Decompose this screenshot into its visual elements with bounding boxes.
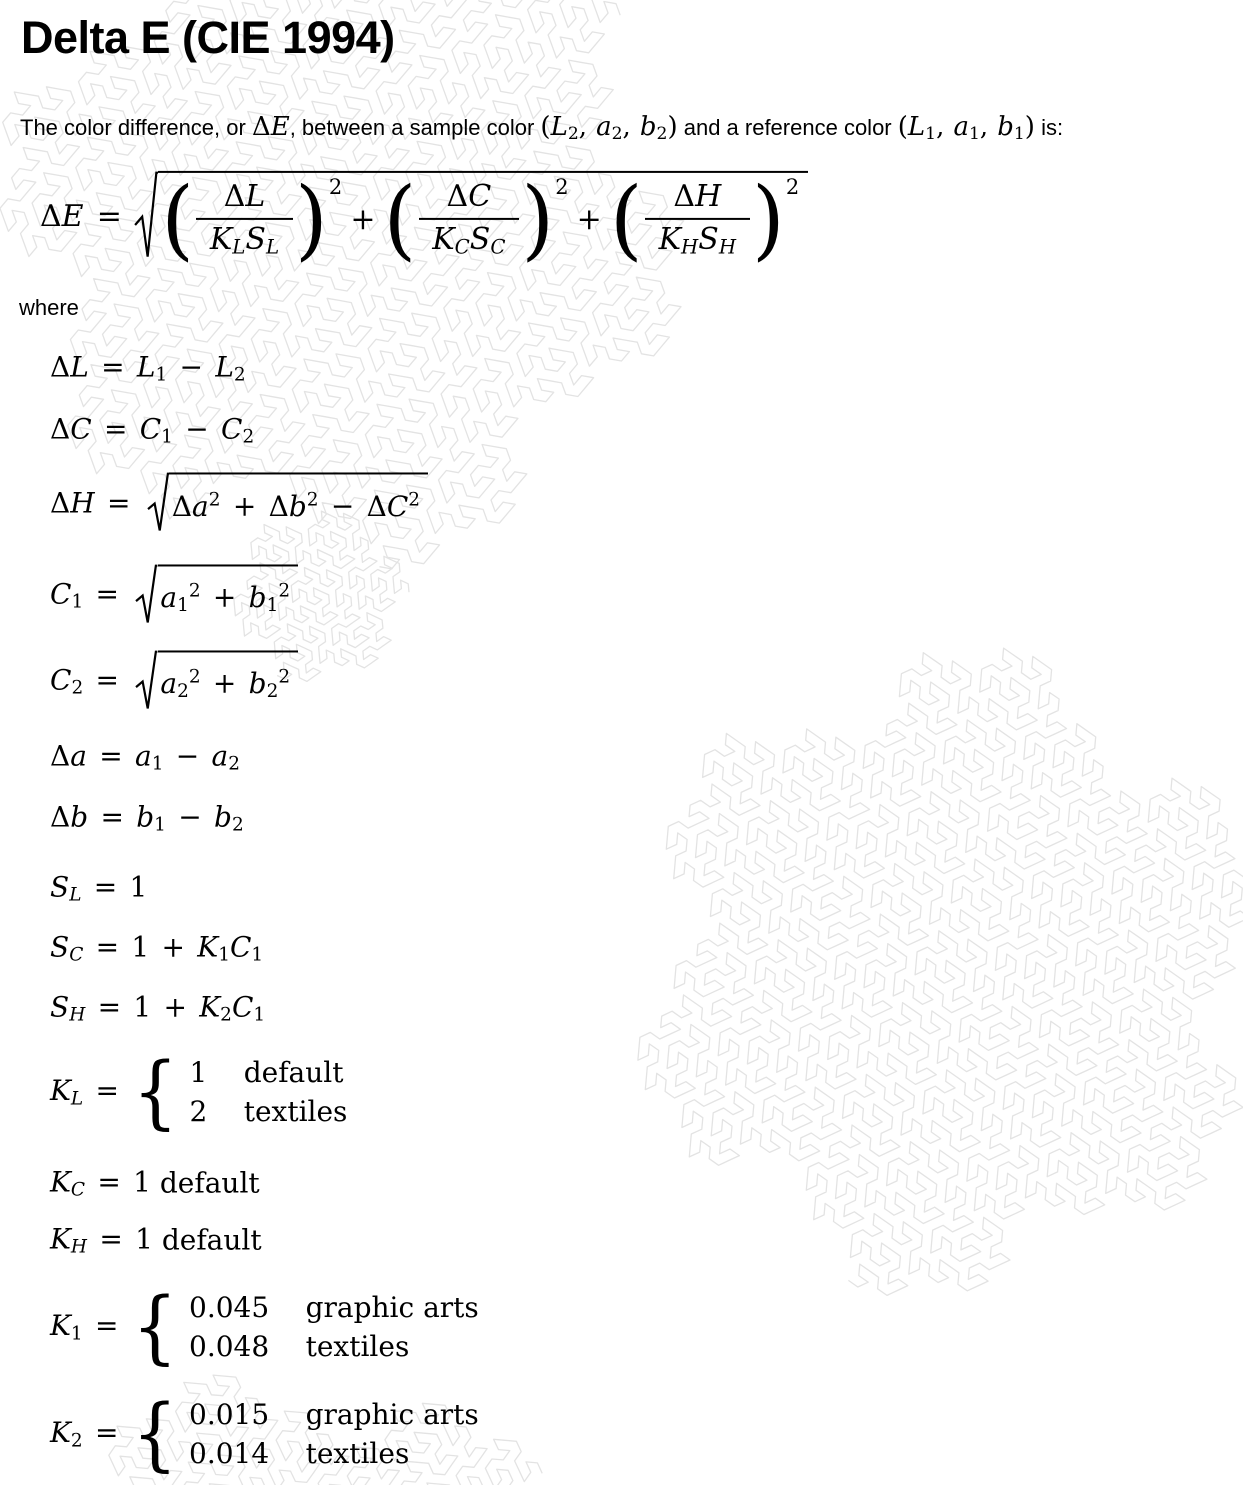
equation-delta-b: Δb = b1 − b2 [50,800,244,836]
equation-k1-cases: K1 = { 0.045 graphic arts 0.048 textiles [50,1280,479,1374]
equation-kh: KH = 1 default [50,1222,262,1258]
intro-paragraph: The color difference, or ΔE , between a sample color (L2, a2, b2) and a reference color (L1, a1, b1) is: [20,112,1064,144]
equation-sh: SH = 1 + K2C1 [50,990,266,1026]
equation-delta-e-main: ΔE = ( $\frac{\Delta L}{\text{KLSL}}$ ) 2 + ( $\frac{\Delta C}{\text{KCSC}}$ ) 2 + ( $\frac{\Delta H}{\text{KHSH}}$ ) 2 [40,171,808,261]
equation-sc: SC = 1 + K1C1 [50,930,264,966]
equation-kl-cases: KL = { 1 default 2 textiles [50,1045,348,1139]
equation-kc: KC = 1 default [50,1165,260,1201]
equation-delta-h: ΔH = $\Delta a^2 + \Delta b^2 - \Delta C^2$ [50,472,428,533]
equation-k2-cases: K2 = { 0.015 graphic arts 0.014 textiles [50,1387,479,1481]
page-title: Delta E (CIE 1994) [21,12,395,63]
equation-c1: C1 = $a1^2 + b1^2$ [50,564,298,625]
where-label: where [19,295,79,320]
equation-delta-l: ΔL = L1 − L2 [50,350,246,386]
equation-c2: C2 = $a2^2 + b2^2$ [50,650,298,711]
equation-delta-c: ΔC = C1 − C2 [50,412,255,448]
equation-sl: SL = 1 [50,870,148,906]
equation-delta-a: Δa = a1 − a2 [50,739,240,775]
